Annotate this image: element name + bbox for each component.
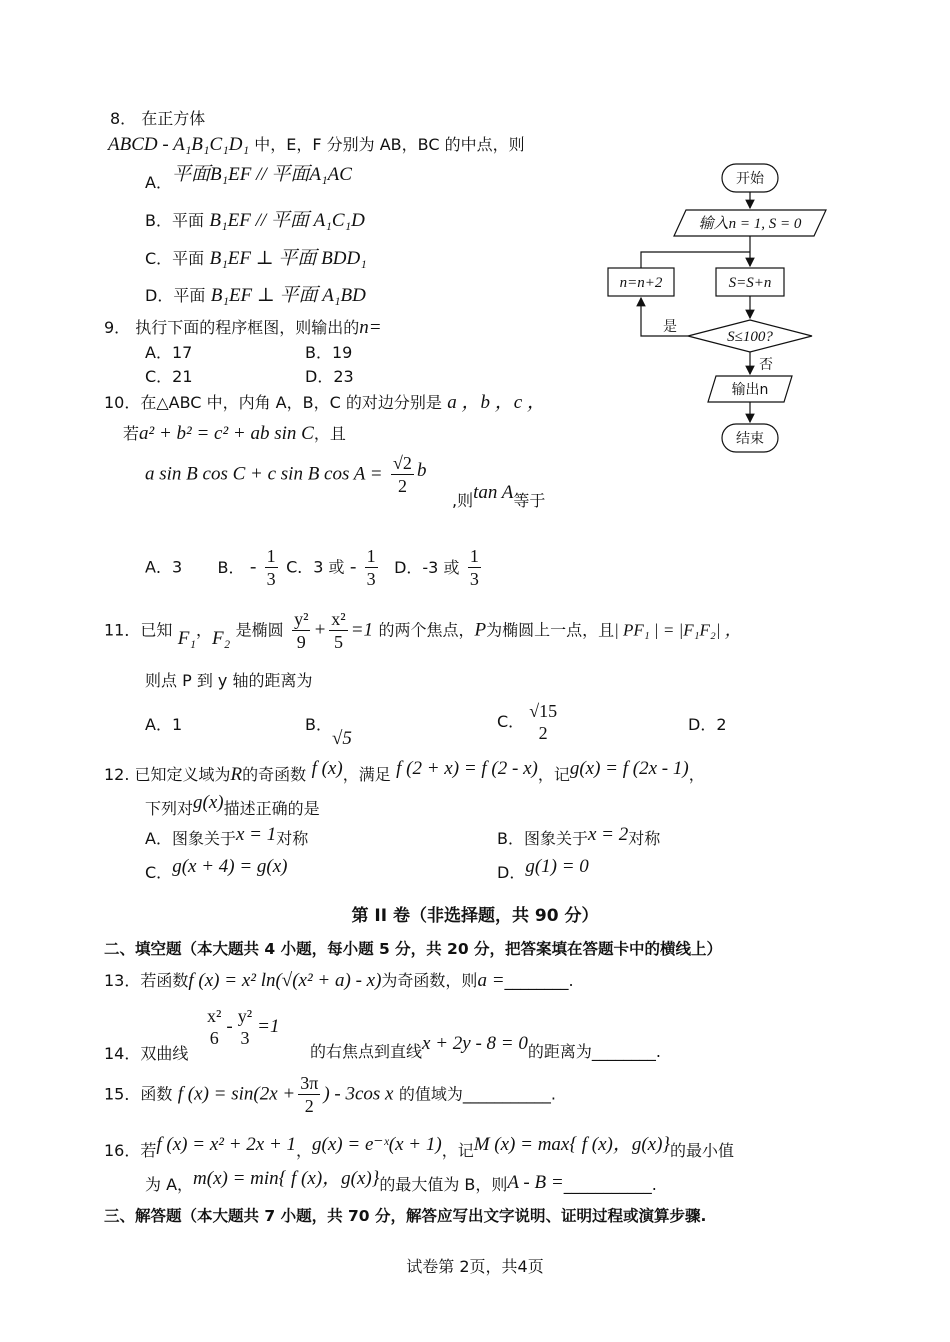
q9-option-b: B．19 [305, 343, 353, 362]
q10-condition-1: 若a² + b² = c² + ab sin C，且 [123, 423, 346, 444]
q12-stem: 12. 已知定义域为R的奇函数 f (x)，满足 f (2 + x) = f (2 - x)，记g(x) = f (2x - 1)， [104, 758, 705, 785]
q10-options: A．3 B． - $\frac{1}{3}$ C．3 或 - $\frac{1}{3}$ D．-3 或 $\frac{1}{3}$ [145, 546, 479, 589]
q8-stem-line1: 8． 在正方体 [110, 109, 206, 128]
q9-stem: 9． 执行下面的程序框图，则输出的n= [104, 317, 382, 338]
q8-stem-line2: ABCD - A₁B₁C₁D₁ 中，E，F 分别为 AB，BC 的中点，则 [108, 134, 525, 155]
flowchart-output-label: 输出n [731, 382, 769, 398]
flowchart-condition-label: S≤100? [727, 329, 773, 345]
q12-option-d: D．g(1) = 0 [497, 856, 589, 882]
q11-fraction-x: $\frac{\text{x²}}{5}$ [331, 609, 346, 652]
q10-fraction: $\frac{√2}{2}$ [393, 453, 412, 496]
q8-option-a: A．平面B₁EF // 平面A₁AC [145, 164, 352, 192]
q11-line2: 则点 P 到 y 轴的距离为 [145, 671, 313, 690]
q10-option-c-fraction: $\frac{1}{3}$ [366, 546, 376, 589]
q11-options: A．1 B．√5 C． √15 2 D．2 [145, 701, 727, 749]
flowchart-no-label: 否 [759, 357, 773, 373]
flowchart-input-label: 输入n = 1, S = 0 [698, 216, 802, 232]
part2-heading: 二、填空题（本大题共 4 小题，每小题 5 分，共 20 分，把答案填在答题卡中的横线上） [104, 940, 723, 958]
q16-line2: 为 A，m(x) = min{ f (x)，g(x)}的最大值为 B，则A - B =___________. [145, 1168, 657, 1194]
part3-heading: 三、解答题（本大题共 7 小题，共 70 分，解答应写出文字说明、证明过程或演算步骤. [104, 1207, 707, 1225]
q9-option-c: C．21 [145, 367, 193, 386]
q12-option-c: C．g(x + 4) = g(x) [145, 856, 288, 882]
q9-option-d: D．23 [305, 367, 354, 386]
flowchart-update-n-label: n=n+2 [619, 275, 663, 291]
q14-fraction-y: y² 3 [237, 1006, 253, 1048]
q10-option-b-fraction: $\frac{1}{3}$ [266, 546, 276, 589]
page-footer: 试卷第 2页，共4页 [406, 1257, 544, 1276]
flowchart-update-s-label: S=S+n [728, 275, 772, 291]
q8-option-d: D．平面 B₁EF ⊥ 平面 A₁BD [145, 285, 366, 306]
flowchart [600, 160, 830, 460]
q16-line1: 16．若f (x) = x² + 2x + 1，g(x) = e⁻ˣ(x + 1)，记M (x) = max{ f (x)，g(x)}的最小值 [104, 1134, 735, 1160]
q10-option-d-fraction: $\frac{1}{3}$ [469, 546, 479, 589]
q12-option-b: B．图象关于x = 2对称 [497, 824, 661, 848]
q11-option-c-fraction: √15 2 [529, 701, 558, 743]
q12-option-a: A．图象关于x = 1对称 [145, 824, 309, 848]
q15: 15．函数 f (x) = sin(2x + $\frac{3\pi}{2}$ ) - 3cos x 的值域为___________. [104, 1073, 557, 1116]
q11-stem: 11．已知 F₁，F₂ 是椭圆 $\frac{\text{y²}}{9}$ + $\frac{\text{x²}}{5}$ =1 的两个焦点，P为椭圆上一点，且| PF₁ | = |F₁F₂| ， [104, 609, 742, 652]
flowchart-end-label: 结束 [736, 431, 764, 447]
q11-fraction-y: $\frac{\text{y²}}{9}$ [294, 609, 309, 652]
q14-fraction-x: x² 6 [207, 1006, 222, 1048]
q15-fraction: $\frac{3\pi}{2}$ [300, 1073, 319, 1116]
q9-option-a: A．17 [145, 343, 193, 362]
q10-stem: 10．在△ABC 中，内角 A，B，C 的对边分别是 a ，b ，c ， [104, 392, 546, 413]
section2-title: 第 II 卷（非选择题，共 90 分） [351, 906, 599, 926]
q10-tail: ,则tan A等于 [452, 482, 546, 510]
q12-line2: 下列对g(x)描述正确的是 [145, 792, 320, 818]
q8-option-b: B．平面 B₁EF // 平面 A₁C₁D [145, 210, 365, 231]
q8-option-c: C．平面 B₁EF ⊥ 平面 BDD₁ [145, 248, 367, 269]
flowchart-yes-label: 是 [663, 319, 677, 335]
q13: 13．若函数f (x) = x² ln(√(x² + a) - x)为奇函数，则a =________. [104, 970, 574, 991]
q10-condition-2: a sin B cos C + c sin B cos A = $\frac{√2}{2}$ b [145, 453, 427, 496]
flowchart-start-label: 开始 [736, 171, 764, 187]
